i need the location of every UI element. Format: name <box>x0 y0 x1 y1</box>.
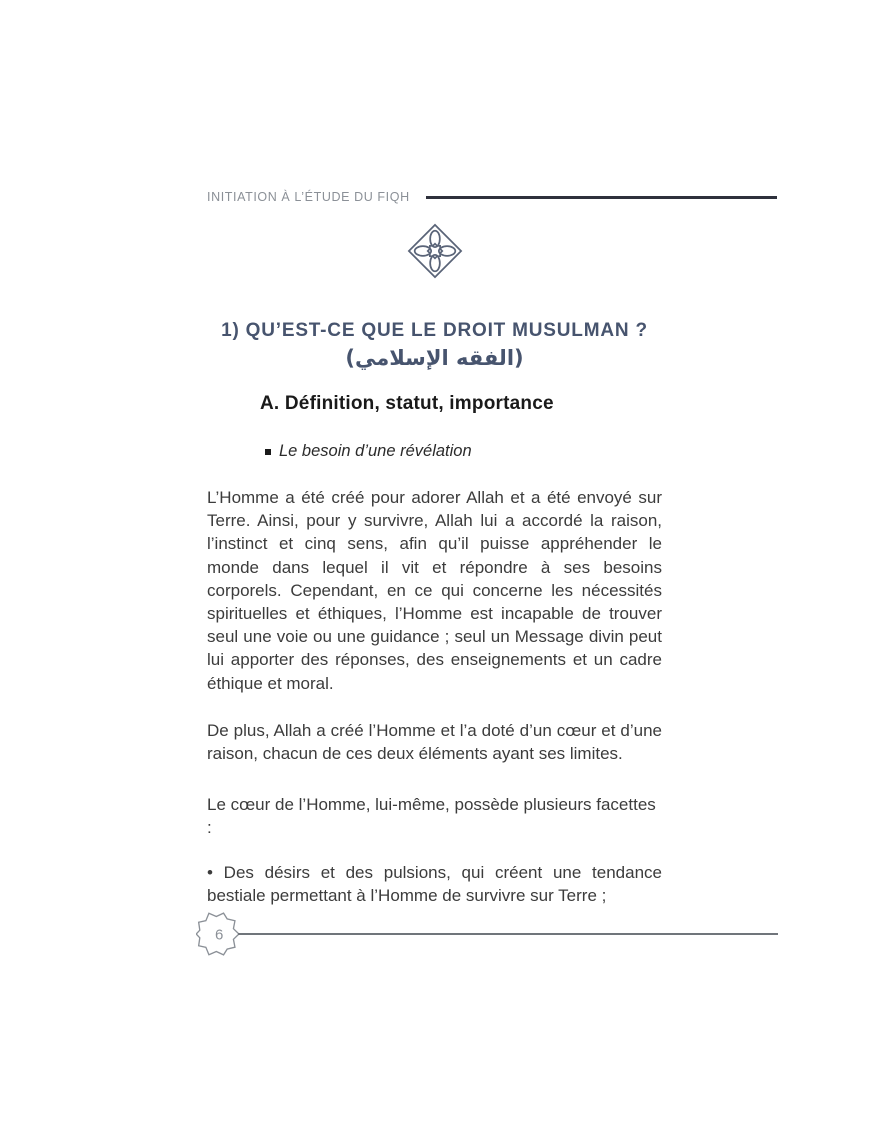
bullet-paragraph: • Des désirs et des pulsions, qui créent une tendance bestiale permettant à l’Homme de survivre sur Terre ; <box>207 862 662 905</box>
running-header <box>207 190 777 204</box>
sub-heading-label: Le besoin d’une révélation <box>279 442 472 460</box>
page-number: 6 <box>215 926 224 944</box>
text-column <box>207 218 662 907</box>
running-title: INITIATION À L’ÉTUDE DU FIQH <box>207 190 410 204</box>
paragraph: Le cœur de l’Homme, lui-même, possède plusieurs facettes : <box>207 795 656 838</box>
sub-heading <box>265 442 662 461</box>
square-bullet-icon <box>265 449 271 455</box>
paragraph: De plus, Allah a créé l’Homme et l’a doté d’un cœur et d’une raison, chacun de ces deux éléments ayant ses limites. <box>207 720 662 764</box>
chapter-title-arabic: (الفقه الإسلامي) <box>345 346 524 370</box>
diamond-flower-ornament-icon <box>406 222 464 280</box>
paragraph: L’Homme a été créé pour adorer Allah et a été envoyé sur Terre. Ainsi, pour y survivre, Allah lui a accordé la raison, l’instinct et cinq sens, afin qu’il puisse appréhender le monde dans lequel il vit et répondre à ses besoins corporels. Cependant, en ce qui concerne les nécessités spirituelles et éthiques, l’Homme est incapable de trouver seul une voie ou une guidance ; seul un Message divin peut lui apporter des réponses, des enseignements et un cadre éthique et moral. <box>207 488 662 693</box>
eight-point-star-page-marker <box>196 911 242 957</box>
ornament-container <box>207 222 662 285</box>
header-rule <box>426 196 777 199</box>
chapter-title: 1) QU’EST-CE QUE LE DROIT MUSULMAN ? <box>221 320 648 341</box>
section-heading: A. Définition, statut, importance <box>260 393 554 414</box>
page-footer <box>196 911 778 957</box>
footer-rule <box>238 933 778 935</box>
